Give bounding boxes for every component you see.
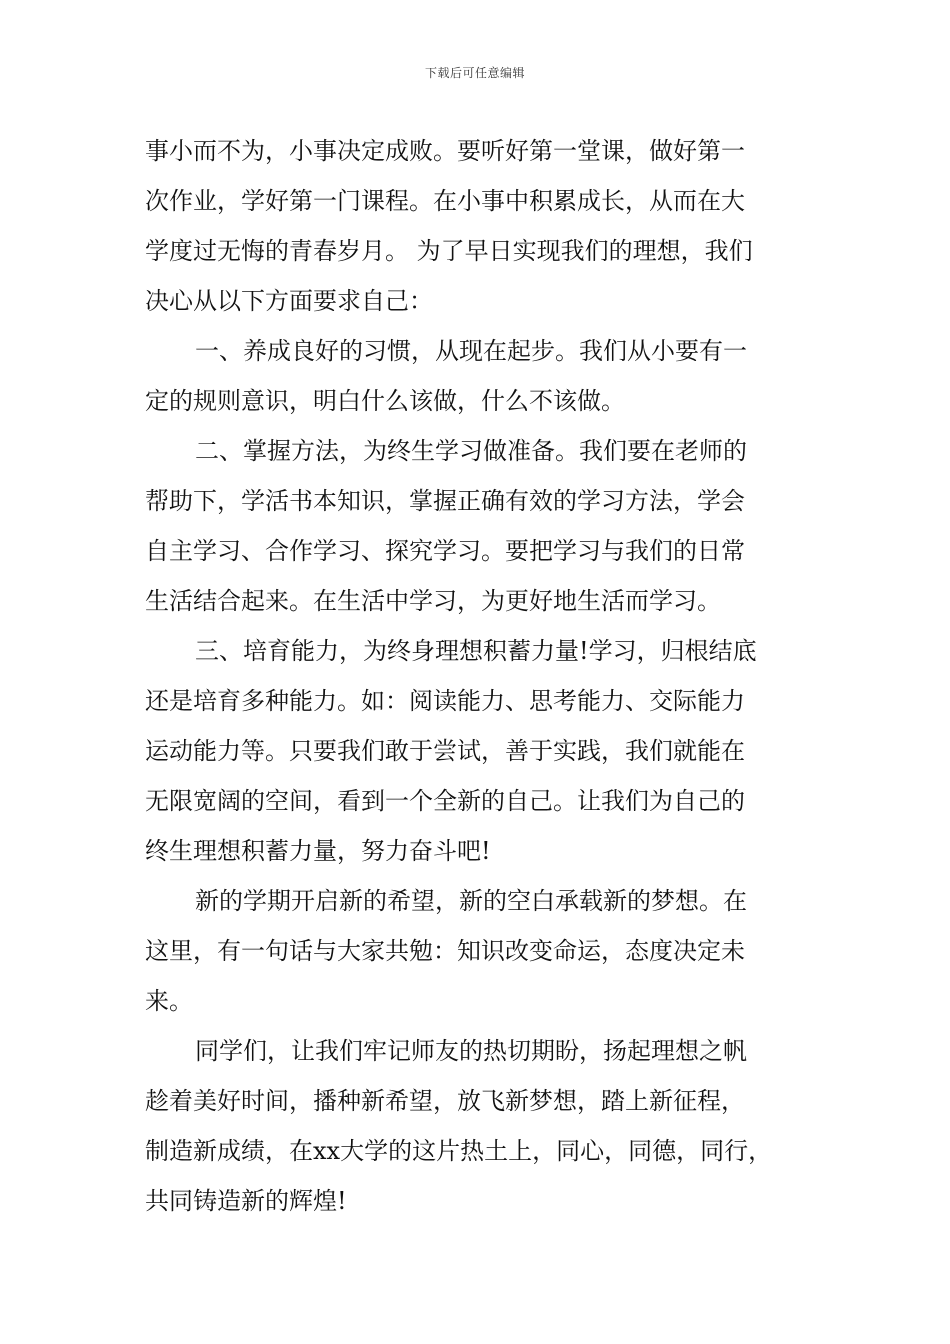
text-line: 同学们，让我们牢记师友的热切期盼，扬起理想之帆 [195, 1037, 747, 1065]
text-line: 运动能力等。只要我们敢于尝试，善于实践，我们就能在 [145, 737, 745, 765]
text-line: 制造新成绩，在xx大学的这片热土上，同心，同德，同行， [145, 1137, 773, 1165]
text-line: 学度过无悔的青春岁月。 为了早日实现我们的理想，我们 [145, 237, 753, 265]
text-line: 终生理想积蓄力量，努力奋斗吧! [145, 837, 491, 865]
text-line: 无限宽阔的空间，看到一个全新的自己。让我们为自己的 [145, 787, 745, 815]
text-line: 新的学期开启新的希望，新的空白承载新的梦想。在 [195, 887, 747, 915]
text-line: 生活结合起来。在生活中学习，为更好地生活而学习。 [145, 587, 721, 615]
text-line: 还是培育多种能力。如：阅读能力、思考能力、交际能力 [145, 687, 745, 715]
page-header: 下载后可任意编辑 [424, 66, 525, 80]
text-line: 二、掌握方法，为终生学习做准备。我们要在老师的 [195, 437, 747, 465]
text-line: 趁着美好时间，播种新希望，放飞新梦想，踏上新征程， [145, 1087, 745, 1115]
text-line: 自主学习、合作学习、探究学习。要把学习与我们的日常 [145, 537, 745, 565]
document-body [145, 126, 825, 1226]
text-line: 决心从以下方面要求自己： [145, 287, 433, 315]
text-line: 来。 [145, 987, 193, 1015]
text-line: 三、培育能力，为终身理想积蓄力量!学习，归根结底 [195, 637, 757, 665]
text-line: 次作业，学好第一门课程。在小事中积累成长，从而在大 [145, 187, 745, 215]
text-line: 一、养成良好的习惯，从现在起步。我们从小要有一 [195, 337, 747, 365]
text-line: 共同铸造新的辉煌! [145, 1187, 347, 1215]
text-line: 定的规则意识，明白什么该做，什么不该做。 [145, 387, 625, 415]
text-line: 事小而不为，小事决定成败。要听好第一堂课，做好第一 [145, 137, 745, 165]
text-line: 帮助下，学活书本知识，掌握正确有效的学习方法，学会 [145, 487, 745, 515]
text-line: 这里，有一句话与大家共勉：知识改变命运，态度决定未 [145, 937, 745, 965]
